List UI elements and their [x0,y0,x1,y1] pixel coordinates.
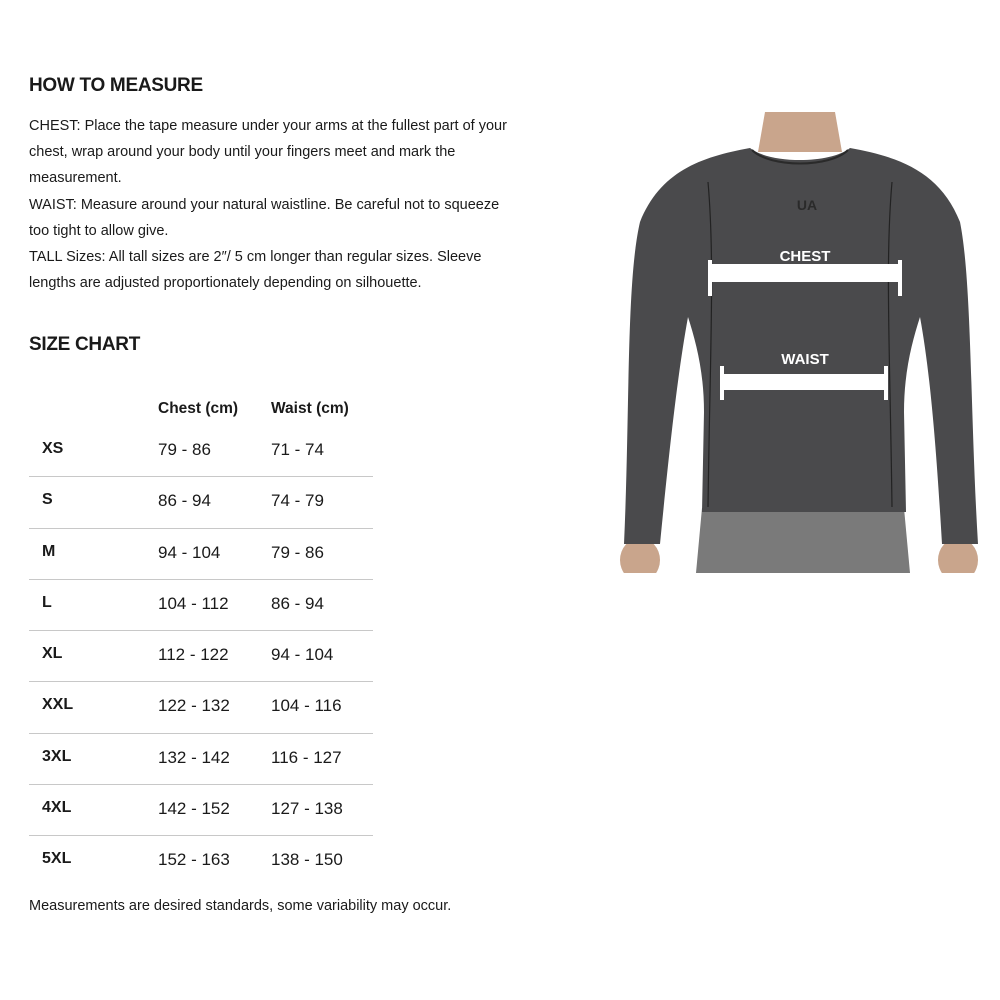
table-row [29,785,373,836]
size-chart-table [29,394,373,888]
table-row [29,734,373,785]
measure-line: lengths are adjusted proportionately depending on silhouette. [29,275,422,292]
header-chest: Chest (cm) [158,400,239,417]
waist-cell: 116 - 127 [271,747,342,767]
waist-cell: 127 - 138 [271,799,343,819]
header-waist: Waist (cm) [271,400,349,417]
chest-cell: 86 - 94 [158,491,211,511]
model-measurement-figure [620,112,980,573]
waist-cell: 94 - 104 [271,645,334,665]
size-cell: 4XL [42,799,72,817]
waist-cell: 74 - 79 [271,491,324,511]
chest-cell: 112 - 122 [158,645,229,665]
measure-line: too tight to allow give. [29,222,169,239]
chest-measure-band [710,264,900,282]
chest-measure-end [708,260,712,296]
measure-line: CHEST: Place the tape measure under your arms at the fullest part of your [29,118,507,134]
table-row [29,631,373,682]
size-cell: M [42,542,56,560]
size-cell: 5XL [42,850,72,868]
chest-measure-end [898,260,902,296]
chest-label: CHEST [779,248,831,265]
chest-cell: 142 - 152 [158,799,230,819]
size-cell: XL [42,645,63,663]
measure-line: chest, wrap around your body until your fingers meet and mark the [29,144,456,161]
waist-measure-end [884,366,888,400]
table-row [29,426,373,477]
table-row [29,682,373,733]
model-illustration [620,112,980,573]
table-header [29,394,373,426]
chest-cell: 79 - 86 [158,440,211,459]
measure-line: measurement. [29,170,122,187]
waist-cell: 71 - 74 [271,440,324,459]
how-to-measure-text [29,113,549,296]
chest-cell: 122 - 132 [158,696,230,716]
size-cell: XXL [42,696,74,714]
waist-cell: 79 - 86 [271,542,324,562]
size-chart-title: SIZE CHART [29,334,141,355]
table-row [29,580,373,631]
table-row [29,529,373,580]
waist-label: WAIST [781,351,829,368]
size-cell: 3XL [42,747,72,765]
waist-cell: 138 - 150 [271,850,343,870]
measure-line: TALL Sizes: All tall sizes are 2″/ 5 cm longer than regular sizes. Sleeve [29,249,482,266]
model-neck [758,112,842,152]
chest-cell: 94 - 104 [158,542,221,562]
footnote: Measurements are desired standards, some variability may occur. [29,898,452,914]
model-shorts [696,508,910,573]
waist-measure-band [722,374,886,390]
waist-cell: 104 - 116 [271,696,342,716]
size-cell: XS [42,440,64,457]
table-row [29,477,373,528]
waist-cell: 86 - 94 [271,593,324,613]
measure-line: WAIST: Measure around your natural waistline. Be careful not to squeeze [29,196,500,213]
chest-cell: 132 - 142 [158,747,230,767]
how-to-measure-title: HOW TO MEASURE [29,75,203,96]
table-row [29,836,373,887]
brand-logo-icon: UA [796,197,818,213]
waist-measure-end [720,366,724,400]
size-cell: L [42,593,52,611]
chest-cell: 152 - 163 [158,850,230,870]
chest-cell: 104 - 112 [158,593,229,613]
size-cell: S [42,491,53,509]
